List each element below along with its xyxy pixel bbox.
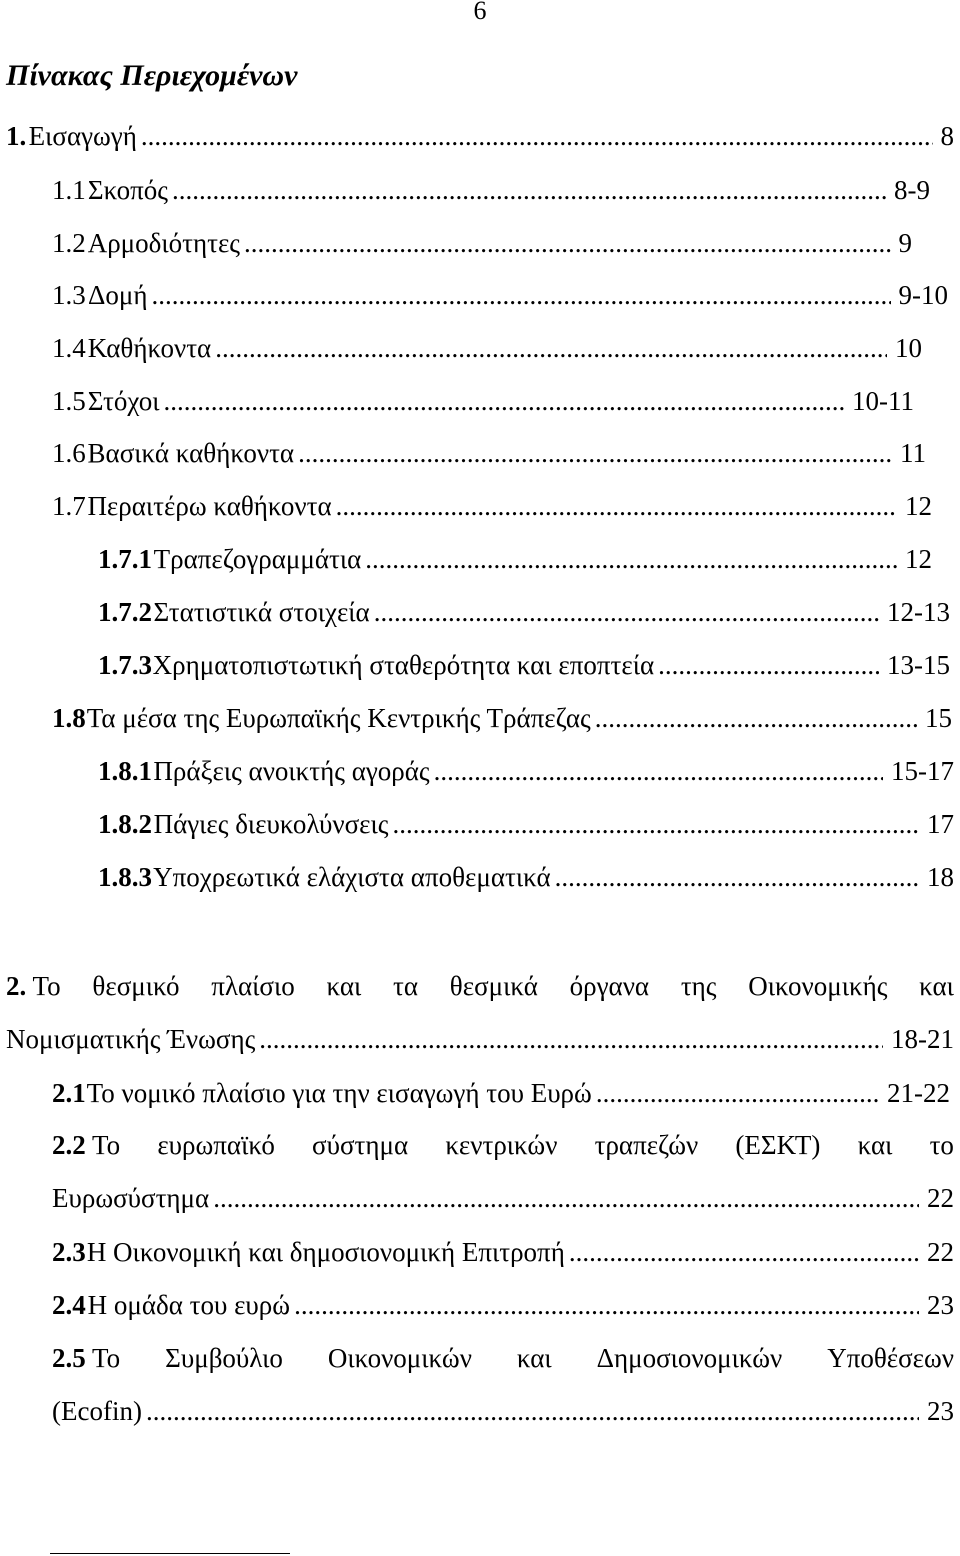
entry-title: Η Οικονομική και δημοσιονομική Επιτροπή [86, 1237, 565, 1267]
entry-word: Συμβούλιο [165, 1343, 283, 1373]
entry-title: Σκοπός [87, 175, 168, 205]
entry-title: Υποχρεωτικά ελάχιστα αποθεματικά [153, 862, 551, 892]
entry-word: θεσμικό [92, 971, 180, 1001]
dot-leader [434, 751, 883, 791]
dot-leader [164, 381, 844, 421]
dot-leader [244, 223, 891, 263]
entry-word: ευρωπαϊκό [157, 1130, 275, 1160]
entry-word: και [919, 971, 954, 1001]
entry-page: 23 [927, 1290, 954, 1320]
footnote-rule [50, 1553, 290, 1554]
entry-number: 2.5 [52, 1343, 86, 1373]
entry-title: Περαιτέρω καθήκοντα [87, 491, 332, 521]
toc-entry-2-line1[interactable] [6, 966, 954, 1006]
entry-page: 9 [898, 228, 912, 258]
dot-leader [336, 486, 897, 526]
entry-word: και [516, 1343, 552, 1373]
toc-entry-1-8[interactable] [52, 698, 952, 738]
toc-entry-1-7-1[interactable] [98, 539, 932, 579]
toc-title: Πίνακας Περιεχομένων [6, 59, 298, 92]
toc-entry-1-3[interactable] [52, 275, 948, 315]
entry-number: 1.4 [52, 333, 86, 363]
entry-page: 18-21 [891, 1024, 954, 1054]
toc-entry-1-6[interactable] [52, 433, 926, 473]
entry-page: 15-17 [891, 756, 954, 786]
entry-page: 18 [927, 862, 954, 892]
entry-word: της [680, 971, 717, 1001]
dot-leader [596, 1073, 879, 1113]
entry-title: Πάγιες διευκολύνσεις [153, 809, 389, 839]
entry-title: Δομή [87, 280, 148, 310]
entry-number: 1.7.2 [98, 597, 152, 627]
entry-title: Αρμοδιότητες [87, 228, 240, 258]
entry-number: 1.8.3 [98, 862, 152, 892]
toc-entry-2-4[interactable] [52, 1285, 954, 1325]
entry-title: Χρηματοπιστωτική σταθερότητα και εποπτεία [152, 650, 655, 680]
entry-page: 22 [927, 1183, 954, 1213]
toc-entry-1-2[interactable] [52, 223, 912, 263]
entry-title: (Ecofin) [52, 1396, 142, 1426]
entry-number: 1.8 [52, 703, 86, 733]
entry-page: 12 [905, 544, 932, 574]
toc-entry-2-5-line1[interactable] [52, 1338, 954, 1378]
dot-leader [215, 328, 887, 368]
dot-leader [555, 857, 919, 897]
entry-number: 1.2 [52, 228, 86, 258]
entry-page: 8-9 [894, 175, 930, 205]
toc-entry-1-5[interactable] [52, 381, 914, 421]
entry-title: Πράξεις ανοικτής αγοράς [153, 756, 430, 786]
entry-page: 21-22 [887, 1078, 950, 1108]
entry-title: Στόχοι [87, 386, 160, 416]
entry-number: 1.7.3 [98, 650, 152, 680]
dot-leader [172, 170, 886, 210]
entry-title: Το νομικό πλαίσιο για την εισαγωγή του Ευρώ [86, 1078, 592, 1108]
entry-word: και [857, 1130, 893, 1160]
entry-title: Εισαγωγή [28, 121, 137, 151]
entry-page: 12 [905, 491, 932, 521]
entry-word: σύστημα [312, 1130, 409, 1160]
entry-page: 23 [927, 1396, 954, 1426]
entry-word: τα [393, 971, 419, 1001]
toc-entry-1-1[interactable] [52, 170, 930, 210]
toc-entry-2-5-line2[interactable] [52, 1391, 954, 1431]
entry-page: 12-13 [887, 597, 950, 627]
entry-number: 1.6 [52, 438, 86, 468]
entry-title: Βασικά καθήκοντα [87, 438, 295, 468]
entry-page: 9-10 [898, 280, 948, 310]
entry-page: 10-11 [852, 386, 914, 416]
entry-word: Το [32, 971, 61, 1001]
dot-leader [294, 1285, 919, 1325]
toc-entry-2-line2[interactable] [6, 1019, 954, 1059]
dot-leader [141, 116, 933, 156]
entry-number: 2. [6, 971, 27, 1001]
toc-entry-2-3[interactable] [52, 1232, 954, 1272]
entry-word: το [929, 1130, 954, 1160]
entry-word: (ΕΣΚΤ) [735, 1130, 821, 1160]
entry-title: Ευρωσύστημα [52, 1183, 210, 1213]
dot-leader [595, 698, 917, 738]
entry-number: 2.4 [52, 1290, 86, 1320]
entry-title: Νομισματικής Ένωσης [6, 1024, 256, 1054]
dot-leader [213, 1178, 919, 1218]
dot-leader [259, 1019, 883, 1059]
entry-number: 1.1 [52, 175, 86, 205]
toc-entry-1-4[interactable] [52, 328, 922, 368]
entry-number: 1. [6, 121, 27, 151]
entry-word: πλαίσιο [211, 971, 295, 1001]
entry-word: Οικονομικής [748, 971, 888, 1001]
toc-entry-1-8-1[interactable] [98, 751, 954, 791]
toc-entry-1-8-2[interactable] [98, 804, 954, 844]
toc-entry-2-2-line1[interactable] [52, 1125, 954, 1165]
entry-word: και [326, 971, 362, 1001]
toc-entry-2-1[interactable] [52, 1073, 950, 1113]
entry-page: 22 [927, 1237, 954, 1267]
entry-page: 11 [900, 438, 926, 468]
entry-page: 8 [940, 121, 954, 151]
entry-page: 10 [895, 333, 922, 363]
entry-title: Τα μέσα της Ευρωπαϊκής Κεντρικής Τράπεζας [86, 703, 591, 733]
dot-leader [365, 539, 897, 579]
page-number: 6 [473, 0, 487, 25]
toc-entry-1-7-3[interactable] [98, 645, 950, 685]
entry-number: 2.3 [52, 1237, 86, 1267]
dot-leader [151, 275, 890, 315]
entry-word: Δημοσιονομικών [596, 1343, 783, 1373]
toc-entry-1-7-2[interactable] [98, 592, 950, 632]
entry-number: 1.8.2 [98, 809, 152, 839]
dot-leader [146, 1391, 919, 1431]
entry-number: 1.7 [52, 491, 86, 521]
dot-leader [374, 592, 879, 632]
dot-leader [658, 645, 879, 685]
entry-number: 1.8.1 [98, 756, 152, 786]
entry-word: Υποθέσεων [827, 1343, 954, 1373]
toc-entry-1[interactable] [6, 116, 954, 156]
dot-leader [392, 804, 919, 844]
entry-title: Τραπεζογραμμάτια [153, 544, 362, 574]
entry-word: τραπεζών [594, 1130, 699, 1160]
entry-word: όργανα [569, 971, 650, 1001]
entry-page: 15 [925, 703, 952, 733]
entry-number: 2.1 [52, 1078, 86, 1108]
entry-word: Το [92, 1130, 121, 1160]
dot-leader [298, 433, 892, 473]
entry-word: Οικονομικών [327, 1343, 472, 1373]
toc-entry-1-8-3[interactable] [98, 857, 954, 897]
entry-page: 13-15 [887, 650, 950, 680]
entry-number: 2.2 [52, 1130, 86, 1160]
entry-number: 1.3 [52, 280, 86, 310]
entry-title: Καθήκοντα [87, 333, 212, 363]
entry-page: 17 [927, 809, 954, 839]
toc-entry-2-2-line2[interactable] [52, 1178, 954, 1218]
entry-word: θεσμικά [449, 971, 538, 1001]
entry-number: 1.7.1 [98, 544, 152, 574]
entry-word: κεντρικών [445, 1130, 558, 1160]
entry-title: Η ομάδα του ευρώ [87, 1290, 291, 1320]
entry-word: Το [92, 1343, 121, 1373]
entry-number: 1.5 [52, 386, 86, 416]
dot-leader [569, 1232, 919, 1272]
toc-entry-1-7[interactable] [52, 486, 932, 526]
entry-title: Στατιστικά στοιχεία [153, 597, 370, 627]
